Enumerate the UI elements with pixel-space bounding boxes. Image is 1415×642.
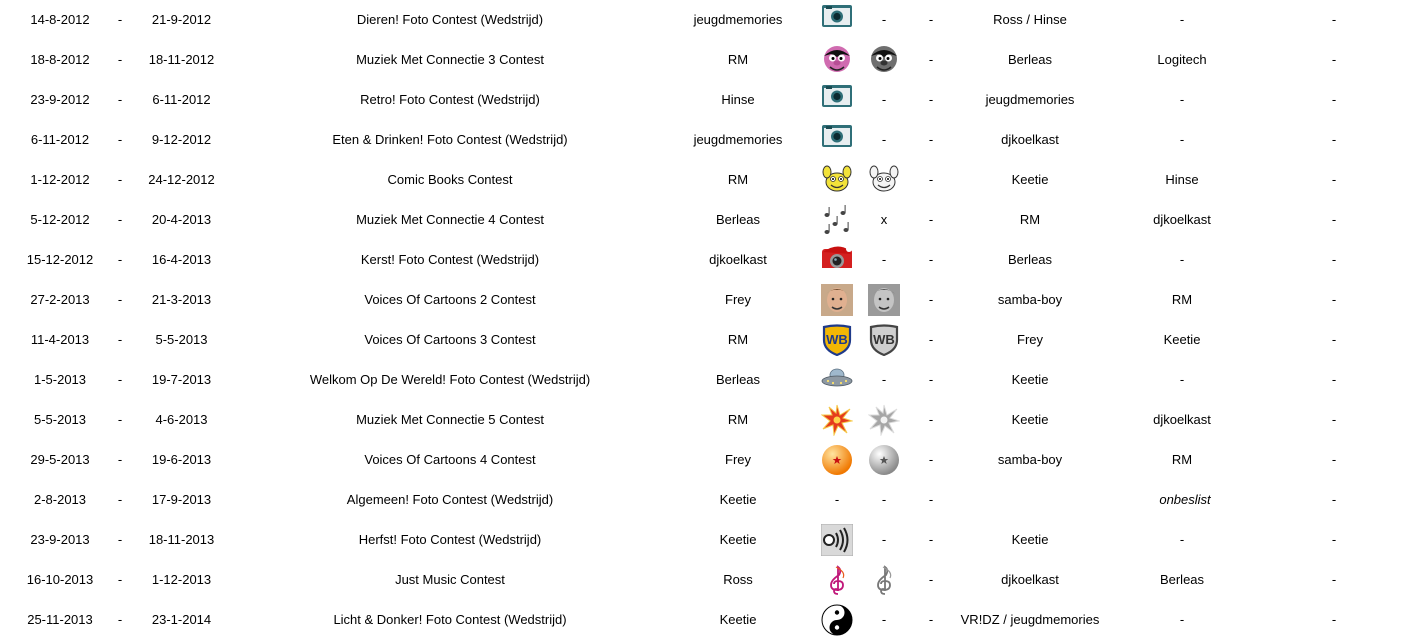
comic-character-gray-icon: [868, 164, 900, 196]
second-place-name: -: [1179, 132, 1185, 147]
icon-slot-1: [818, 560, 856, 600]
separator-dash: -: [928, 172, 934, 187]
winner-name: RM: [1019, 212, 1041, 227]
svg-text:WB: WB: [873, 332, 895, 347]
second-place-name: RM: [1171, 292, 1193, 307]
result-status: onbeslist: [1159, 492, 1211, 507]
separator-dash: -: [117, 292, 123, 307]
contest-creator: Berleas: [715, 212, 761, 227]
contest-title: Muziek Met Connectie 5 Contest: [356, 412, 544, 427]
separator-dash: -: [1331, 572, 1337, 587]
icon-slot-2: -: [881, 372, 887, 387]
start-date: 23-9-2012: [30, 92, 90, 107]
separator-dash: -: [928, 452, 934, 467]
starburst-gray-icon: [868, 404, 900, 436]
table-row: [0, 200, 1415, 240]
contest-creator: RM: [727, 172, 749, 187]
second-place-name: djkoelkast: [1153, 412, 1211, 427]
separator-dash: -: [117, 372, 123, 387]
separator-dash: -: [117, 452, 123, 467]
separator-dash: -: [928, 492, 934, 507]
end-date: 6-11-2012: [152, 92, 211, 107]
contest-creator: Frey: [725, 292, 751, 307]
icon-slot-1: [818, 320, 856, 360]
second-place-name: -: [1179, 612, 1185, 627]
separator-dash: -: [928, 12, 934, 27]
separator-dash: -: [928, 252, 934, 267]
icon-slot-1: [818, 160, 856, 200]
icon-slot-2: [864, 280, 904, 320]
contest-title: Kerst! Foto Contest (Wedstrijd): [360, 252, 540, 267]
contest-creator: jeugdmemories: [693, 132, 783, 147]
start-date: 5-12-2012: [30, 212, 90, 227]
separator-dash: -: [1331, 492, 1337, 507]
contest-title: Muziek Met Connectie 3 Contest: [356, 52, 544, 67]
second-place-name: djkoelkast: [1153, 212, 1211, 227]
contest-title: Just Music Contest: [395, 572, 505, 587]
separator-dash: -: [117, 532, 123, 547]
separator-dash: -: [1331, 172, 1337, 187]
table-row: [0, 120, 1415, 160]
table-row: [0, 480, 1415, 520]
comic-character-color-icon: [821, 164, 853, 196]
portrait-color-icon: [821, 284, 853, 316]
christmas-camera-icon: [821, 244, 853, 276]
separator-dash: -: [117, 212, 123, 227]
contest-creator: Keetie: [719, 492, 757, 507]
table-row: [0, 560, 1415, 600]
sound-waves-icon: [821, 524, 853, 556]
start-date: 18-8-2012: [30, 52, 90, 67]
wb-shield-color-icon: [821, 324, 853, 356]
icon-slot-1: [818, 520, 856, 560]
count-puppet-color-icon: [821, 44, 853, 76]
icon-slot-2: -: [881, 12, 887, 27]
winner-name: djkoelkast: [1001, 572, 1059, 587]
contest-title: Eten & Drinken! Foto Contest (Wedstrijd): [332, 132, 568, 147]
contest-creator: Berleas: [715, 372, 761, 387]
end-date: 20-4-2013: [151, 212, 212, 227]
start-date: 11-4-2013: [30, 332, 90, 347]
end-date: 18-11-2013: [148, 532, 215, 547]
treble-clef-gray-icon: [868, 564, 900, 596]
icon-slot-1: [818, 120, 856, 160]
second-place-name: -: [1179, 12, 1185, 27]
contest-title: Herfst! Foto Contest (Wedstrijd): [358, 532, 542, 547]
photo-camera-icon: [821, 4, 853, 36]
icon-slot-2: -: [881, 132, 887, 147]
table-row: [0, 440, 1415, 480]
start-date: 1-12-2012: [30, 172, 90, 187]
winner-name: Ross / Hinse: [993, 12, 1067, 27]
table-row: [0, 240, 1415, 280]
table-row: [0, 160, 1415, 200]
winner-name: samba-boy: [997, 292, 1063, 307]
icon-slot-1: [818, 400, 856, 440]
winner-name: Frey: [1017, 332, 1043, 347]
contest-title: Voices Of Cartoons 4 Contest: [364, 452, 536, 467]
end-date: 19-7-2013: [151, 372, 212, 387]
icon-slot-1: [818, 200, 856, 240]
separator-dash: -: [928, 212, 934, 227]
winner-name: samba-boy: [997, 452, 1063, 467]
separator-dash: -: [1331, 532, 1337, 547]
second-place-name: -: [1179, 252, 1185, 267]
end-date: 23-1-2014: [151, 612, 212, 627]
dragon-ball-color-icon: [821, 444, 853, 476]
table-row: [0, 280, 1415, 320]
start-date: 6-11-2012: [30, 132, 90, 147]
end-date: 4-6-2013: [155, 412, 208, 427]
separator-dash: -: [928, 332, 934, 347]
start-date: 14-8-2012: [30, 12, 90, 27]
dragon-ball-gray-icon: [868, 444, 900, 476]
separator-dash: -: [1331, 92, 1337, 107]
winner-name: Berleas: [1007, 52, 1053, 67]
contest-title: Algemeen! Foto Contest (Wedstrijd): [346, 492, 554, 507]
table-row: [0, 40, 1415, 80]
icon-slot-1: -: [834, 492, 840, 507]
svg-text:WB: WB: [826, 332, 848, 347]
icon-slot-1: [818, 80, 856, 120]
contest-creator: Ross: [723, 572, 753, 587]
contest-title: Muziek Met Connectie 4 Contest: [356, 212, 544, 227]
separator-dash: -: [117, 492, 123, 507]
end-date: 19-6-2013: [151, 452, 212, 467]
second-place-name: -: [1179, 532, 1185, 547]
table-row: [0, 400, 1415, 440]
end-date: 21-3-2013: [151, 292, 212, 307]
contest-creator: djkoelkast: [709, 252, 767, 267]
wb-shield-gray-icon: [868, 324, 900, 356]
start-date: 5-5-2013: [33, 412, 87, 427]
second-place-name: Keetie: [1163, 332, 1201, 347]
separator-dash: -: [928, 412, 934, 427]
second-place-name: -: [1179, 372, 1185, 387]
contest-title: Dieren! Foto Contest (Wedstrijd): [356, 12, 544, 27]
contest-title: Comic Books Contest: [387, 172, 513, 187]
contest-creator: jeugdmemories: [693, 12, 783, 27]
contest-title: Retro! Foto Contest (Wedstrijd): [360, 92, 540, 107]
contest-title: Voices Of Cartoons 2 Contest: [364, 292, 536, 307]
icon-slot-2: [864, 440, 904, 480]
winner-name: djkoelkast: [1001, 132, 1059, 147]
separator-dash: -: [1331, 52, 1337, 67]
photo-camera-icon: [821, 84, 853, 116]
start-date: 25-11-2013: [27, 612, 93, 627]
end-date: 18-11-2012: [148, 52, 215, 67]
count-puppet-gray-icon: [868, 44, 900, 76]
separator-dash: -: [928, 52, 934, 67]
winner-name: Keetie: [1011, 412, 1049, 427]
table-row: [0, 520, 1415, 560]
end-date: 24-12-2012: [148, 172, 215, 187]
table-row: [0, 0, 1415, 40]
contest-title: Welkom Op De Wereld! Foto Contest (Wedstrijd): [309, 372, 591, 387]
contest-title: Voices Of Cartoons 3 Contest: [364, 332, 536, 347]
contest-creator: RM: [727, 412, 749, 427]
second-place-name: Berleas: [1159, 572, 1205, 587]
end-date: 1-12-2013: [151, 572, 212, 587]
separator-dash: -: [117, 252, 123, 267]
icon-slot-2: -: [881, 532, 887, 547]
icon-slot-1: [818, 240, 856, 280]
separator-dash: -: [117, 572, 123, 587]
separator-dash: -: [1331, 332, 1337, 347]
separator-dash: -: [1331, 212, 1337, 227]
winner-name: Berleas: [1007, 252, 1053, 267]
icon-slot-2: x: [880, 212, 888, 227]
separator-dash: -: [1331, 372, 1337, 387]
separator-dash: -: [1331, 452, 1337, 467]
icon-slot-2: [864, 320, 904, 360]
separator-dash: -: [117, 12, 123, 27]
winner-name: Keetie: [1011, 372, 1049, 387]
separator-dash: -: [1331, 12, 1337, 27]
winner-name: Keetie: [1011, 532, 1049, 547]
separator-dash: -: [1331, 252, 1337, 267]
contest-creator: Hinse: [721, 92, 755, 107]
separator-dash: -: [1331, 412, 1337, 427]
icon-slot-2: -: [881, 612, 887, 627]
separator-dash: -: [117, 332, 123, 347]
contest-title: Licht & Donker! Foto Contest (Wedstrijd): [333, 612, 567, 627]
separator-dash: -: [928, 572, 934, 587]
start-date: 2-8-2013: [33, 492, 87, 507]
start-date: 23-9-2013: [30, 532, 90, 547]
photo-camera-icon: [821, 124, 853, 156]
end-date: 9-12-2012: [151, 132, 212, 147]
end-date: 21-9-2012: [151, 12, 212, 27]
icon-slot-1: [818, 360, 856, 400]
table-row: [0, 320, 1415, 360]
end-date: 16-4-2013: [151, 252, 212, 267]
winner-name: Keetie: [1011, 172, 1049, 187]
separator-dash: -: [117, 612, 123, 627]
contest-creator: Keetie: [719, 612, 757, 627]
yin-yang-icon: [821, 604, 853, 636]
table-row: [0, 360, 1415, 400]
table-row: [0, 600, 1415, 640]
separator-dash: -: [117, 92, 123, 107]
separator-dash: -: [1331, 292, 1337, 307]
winner-name: jeugdmemories: [985, 92, 1075, 107]
separator-dash: -: [928, 372, 934, 387]
icon-slot-2: -: [881, 252, 887, 267]
start-date: 16-10-2013: [26, 572, 94, 587]
contest-creator: Frey: [725, 452, 751, 467]
contest-creator: RM: [727, 332, 749, 347]
separator-dash: -: [117, 52, 123, 67]
separator-dash: -: [117, 132, 123, 147]
contest-creator: RM: [727, 52, 749, 67]
end-date: 5-5-2013: [155, 332, 208, 347]
second-place-name: Hinse: [1165, 172, 1199, 187]
start-date: 27-2-2013: [30, 292, 90, 307]
separator-dash: -: [928, 92, 934, 107]
second-place-name: Logitech: [1157, 52, 1207, 67]
separator-dash: -: [928, 292, 934, 307]
starburst-color-icon: [821, 404, 853, 436]
icon-slot-2: [864, 400, 904, 440]
second-place-name: -: [1179, 92, 1185, 107]
separator-dash: -: [928, 132, 934, 147]
music-notes-icon: [821, 204, 853, 236]
icon-slot-2: -: [881, 492, 887, 507]
separator-dash: -: [1331, 612, 1337, 627]
separator-dash: -: [1331, 132, 1337, 147]
icon-slot-2: [864, 40, 904, 80]
contest-creator: Keetie: [719, 532, 757, 547]
end-date: 17-9-2013: [151, 492, 212, 507]
separator-dash: -: [117, 172, 123, 187]
icon-slot-2: [864, 160, 904, 200]
second-place-name: RM: [1171, 452, 1193, 467]
treble-clef-color-icon: [821, 564, 853, 596]
separator-dash: -: [117, 412, 123, 427]
ufo-icon: [821, 364, 853, 396]
winner-name: VR!DZ / jeugdmemories: [960, 612, 1100, 627]
icon-slot-2: [864, 560, 904, 600]
table-row: [0, 80, 1415, 120]
icon-slot-2: -: [881, 92, 887, 107]
portrait-gray-icon: [868, 284, 900, 316]
separator-dash: -: [928, 532, 934, 547]
icon-slot-1: [818, 600, 856, 640]
start-date: 29-5-2013: [30, 452, 90, 467]
separator-dash: -: [928, 612, 934, 627]
icon-slot-1: [818, 40, 856, 80]
icon-slot-1: [818, 440, 856, 480]
start-date: 1-5-2013: [33, 372, 87, 387]
start-date: 15-12-2012: [26, 252, 94, 267]
icon-slot-1: [818, 280, 856, 320]
icon-slot-1: [818, 0, 856, 40]
